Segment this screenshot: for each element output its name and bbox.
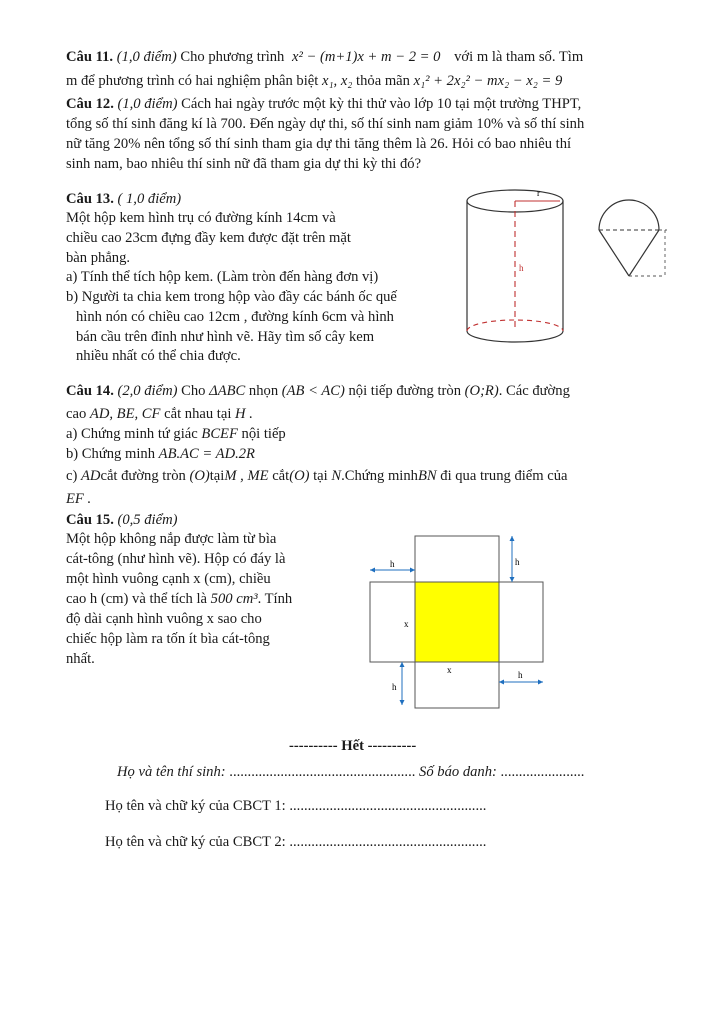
q11-title: Câu 11. bbox=[66, 49, 114, 65]
q12-line1 bbox=[66, 95, 581, 113]
q14-triangle: ΔABC bbox=[209, 383, 246, 399]
q14-text-b: nhọn bbox=[248, 383, 279, 399]
q13-line1: Một hộp kem hình trụ có đường kính 14cm và bbox=[66, 210, 336, 226]
q11-line1 bbox=[66, 48, 583, 66]
cbct2-label: Họ tên và chữ ký của CBCT 2: bbox=[105, 834, 286, 850]
q14-c-o2: (O) bbox=[289, 468, 310, 484]
cbct1-field: ...................................................... bbox=[289, 798, 487, 814]
sbd-label: Số báo danh: bbox=[419, 764, 497, 780]
q14-c-text2: tại bbox=[209, 468, 225, 484]
q13-points: ( 1,0 điểm) bbox=[117, 191, 182, 207]
q14-part-a bbox=[66, 425, 286, 443]
q15-line2: cát-tông (như hình vẽ). Hộp có đáy là bbox=[66, 551, 286, 567]
q14-points: (2,0 điểm) bbox=[117, 383, 178, 399]
sbd-field: ....................... bbox=[500, 764, 585, 780]
q14-text-c: nội tiếp đường tròn bbox=[348, 383, 462, 399]
q15-line5: độ dài cạnh hình vuông x sao cho bbox=[66, 611, 262, 627]
net-h-label-left: h bbox=[390, 559, 395, 569]
q14-text-d: . Các đường bbox=[498, 383, 570, 399]
q14-title: Câu 14. bbox=[66, 383, 114, 399]
q11-tail: với m là tham số. Tìm bbox=[454, 49, 584, 65]
q14-c-text3: cắt bbox=[272, 468, 290, 484]
q11-condition: x₁² + 2x₂² − mx₂ − x₂ = 9 bbox=[413, 73, 563, 89]
cbct1-label: Họ tên và chữ ký của CBCT 1: bbox=[105, 798, 286, 814]
q11-vars: x₁, x₂ bbox=[321, 73, 353, 89]
q13-line2: chiều cao 23cm đựng đầy kem được đặt trên mặt bbox=[66, 230, 351, 246]
net-x-label-bottom: x bbox=[447, 665, 452, 675]
q11-points: (1,0 điểm) bbox=[116, 49, 177, 65]
q11-equation: x² − (m+1)x + m − 2 = 0 bbox=[292, 49, 441, 65]
q13-line7: bán cầu trên đỉnh như hình vẽ. Hãy tìm số cây kem bbox=[76, 329, 375, 345]
q13-title: Câu 13. bbox=[66, 191, 114, 207]
candidate-name-field: ................................................... bbox=[229, 764, 416, 780]
q13-line6: hình nón có chiều cao 12cm , đường kính 6cm và hình bbox=[76, 309, 394, 325]
q11-text2: m để phương trình có hai nghiệm phân biệt bbox=[66, 73, 319, 89]
cone-figure bbox=[595, 198, 675, 288]
q11-mid: thỏa mãn bbox=[356, 73, 410, 89]
q13-line3: bàn phẳng. bbox=[66, 250, 131, 266]
cylinder-r-label: r bbox=[537, 188, 540, 198]
cbct2-line bbox=[105, 833, 486, 851]
candidate-name-label: Họ và tên thí sinh: bbox=[117, 764, 226, 780]
cbct1-line bbox=[105, 797, 486, 815]
q14-c-label: c) bbox=[66, 468, 78, 484]
q14-condition: (AB < AC) bbox=[281, 383, 345, 399]
q15-text-a: cao h (cm) và thể tích là bbox=[66, 591, 208, 607]
q14-c-bn: BN bbox=[417, 468, 437, 484]
q15-line6: chiếc hộp làm ra tốn ít bìa cát-tông bbox=[66, 631, 270, 647]
q15-line4 bbox=[66, 590, 292, 608]
q14-part-c bbox=[66, 467, 568, 485]
cylinder-figure bbox=[465, 188, 595, 348]
q14-c-o1: (O) bbox=[189, 468, 210, 484]
q12-title: Câu 12. bbox=[66, 96, 114, 112]
q14-a-quad: BCEF bbox=[201, 426, 238, 442]
q14-c-n: N bbox=[331, 468, 342, 484]
q14-part-b bbox=[66, 445, 255, 463]
q11-line2 bbox=[66, 72, 562, 90]
square-base bbox=[415, 582, 499, 662]
q15-line3: một hình vuông cạnh x (cm), chiều bbox=[66, 571, 271, 587]
q14-b-equation: AB.AC = AD.2R bbox=[158, 446, 255, 462]
q12-points: (1,0 điểm) bbox=[117, 96, 178, 112]
net-h-label-top: h bbox=[515, 557, 520, 567]
q14-text-cao: cao bbox=[66, 406, 87, 422]
q14-line2 bbox=[66, 405, 253, 423]
net-h-label-right: h bbox=[518, 670, 523, 680]
q13-part-a: a) Tính thể tích hộp kem. (Làm tròn đến hàng đơn vị) bbox=[66, 269, 379, 285]
q15-volume: 500 cm³ bbox=[210, 591, 258, 607]
q13-line8: nhiều nhất có thể chia được. bbox=[76, 348, 241, 364]
q14-c-text5: .Chứng minh bbox=[341, 468, 418, 484]
candidate-line bbox=[117, 763, 584, 781]
q13-part-b: b) Người ta chia kem trong hộp vào đầy các bánh ốc quế bbox=[66, 289, 397, 305]
q14-line-ef bbox=[66, 490, 91, 508]
cylinder-h-label: h bbox=[519, 263, 524, 273]
q14-text-meet: cắt nhau tại bbox=[164, 406, 232, 422]
net-h-label-bottom: h bbox=[392, 682, 397, 692]
q15-text-b: . Tính bbox=[257, 591, 293, 607]
q14-a-text: a) Chứng minh tứ giác bbox=[66, 426, 198, 442]
q15-points: (0,5 điểm) bbox=[117, 512, 178, 528]
net-x-label-side: x bbox=[404, 619, 409, 629]
q14-a-tail: nội tiếp bbox=[241, 426, 286, 442]
q14-line1 bbox=[66, 382, 570, 400]
q12-line2: tổng số thí sinh đăng kí là 700. Đến ngày dự thi, số thí sinh nam giảm 10% và số thí sinh bbox=[66, 116, 585, 132]
q14-b-text: b) Chứng minh bbox=[66, 446, 155, 462]
q12-text1: Cách hai ngày trước một kỳ thi thử vào lớp 10 tại một trường THPT, bbox=[181, 96, 582, 112]
q14-c-ad: AD bbox=[81, 468, 101, 484]
box-net-figure bbox=[360, 525, 575, 715]
q14-c-text6: đi qua trung điểm của bbox=[440, 468, 568, 484]
q15-title: Câu 15. bbox=[66, 512, 114, 528]
q15-header bbox=[66, 511, 177, 529]
q14-c-ef: EF . bbox=[66, 491, 92, 507]
q14-c-m: M , bbox=[224, 468, 244, 484]
q13-header bbox=[66, 190, 181, 208]
q12-line3: nữ tăng 20% nên tổng số thí sinh tham gia dự thi tăng thêm là 26. Hỏi có bao nhiêu thí bbox=[66, 136, 572, 152]
q14-altitudes: AD, BE, CF bbox=[89, 406, 161, 422]
q11-text: Cho phương trình bbox=[180, 49, 285, 65]
q15-line1: Một hộp không nắp được làm từ bìa bbox=[66, 531, 277, 547]
q14-c-text4: tại bbox=[313, 468, 328, 484]
q14-c-me: ME bbox=[247, 468, 269, 484]
cbct2-field: ...................................................... bbox=[289, 834, 487, 850]
q14-text-a: Cho bbox=[181, 383, 206, 399]
q12-line4: sinh nam, bao nhiêu thí sinh nữ đã tham gia dự thi kỳ thi đó? bbox=[66, 156, 422, 172]
end-marker: ---------- Hết ---------- bbox=[289, 738, 417, 754]
q14-point-h: H . bbox=[235, 406, 253, 422]
q14-circle: (O;R) bbox=[464, 383, 499, 399]
q14-c-text1: cắt đường tròn bbox=[100, 468, 186, 484]
q15-line7: nhất. bbox=[66, 651, 95, 667]
